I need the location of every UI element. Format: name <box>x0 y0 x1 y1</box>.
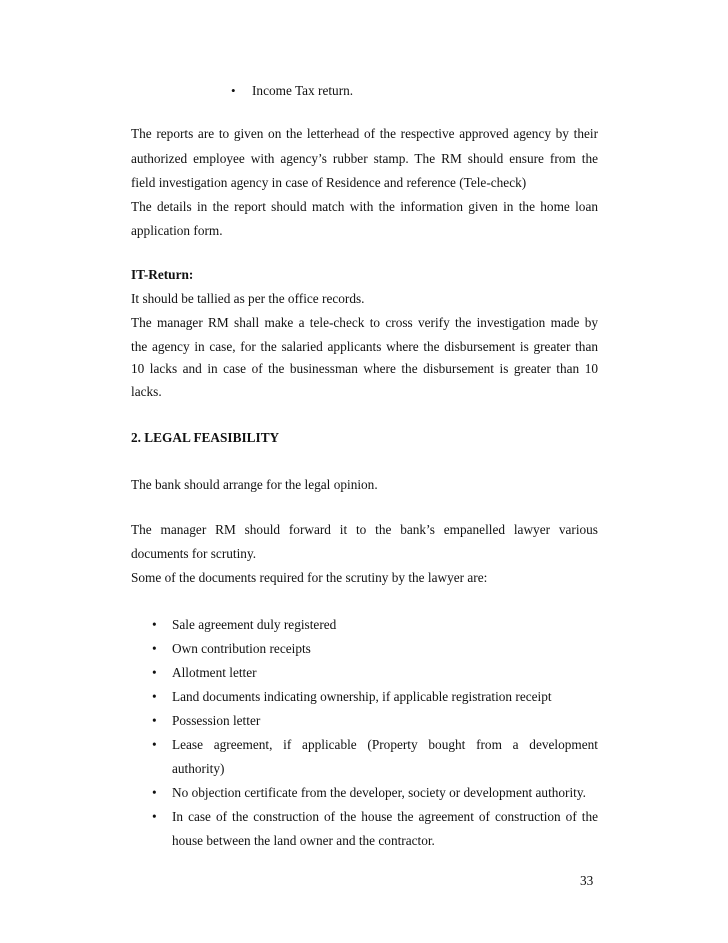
bullet-glyph: • <box>152 713 157 728</box>
para1-line2: authorized employee with agency’s rubber stamp. The RM should ensure from the <box>131 151 598 166</box>
income-tax-text: Income Tax return. <box>252 83 354 98</box>
bullet-glyph: • <box>152 665 157 680</box>
list-item-text: Own contribution receipts <box>172 641 311 656</box>
it-return-heading: IT-Return: <box>131 267 194 282</box>
list-item-text: Sale agreement duly registered <box>172 617 337 632</box>
bullet-glyph: • <box>152 617 157 632</box>
bullet-glyph: • <box>152 689 157 704</box>
list-item-text: Possession letter <box>172 713 261 728</box>
list-item-text: In case of the construction of the house the agreement of construction of the <box>172 809 598 824</box>
it-return-line5: lacks. <box>131 384 162 399</box>
bullet-glyph: • <box>152 785 157 800</box>
bullet-glyph: • <box>152 809 157 824</box>
page-number: 33 <box>580 873 594 888</box>
para1-line3: field investigation agency in case of Residence and reference (Tele-check) <box>131 175 527 190</box>
para2-line1: The details in the report should match with the information given in the home loan <box>131 199 598 214</box>
it-return-line1: It should be tallied as per the office records. <box>131 291 365 306</box>
it-return-line3: the agency in case, for the salaried applicants where the disbursement is greater than <box>131 339 598 354</box>
para2-line2: application form. <box>131 223 223 238</box>
bullet-glyph: • <box>231 83 236 98</box>
legal-line1: The bank should arrange for the legal opinion. <box>131 477 378 492</box>
legal-intro: Some of the documents required for the scrutiny by the lawyer are: <box>131 570 488 585</box>
list-item-text: Allotment letter <box>172 665 257 680</box>
bullet-glyph: • <box>152 641 157 656</box>
legal-heading: 2. LEGAL FEASIBILITY <box>131 430 280 445</box>
list-item-text: Land documents indicating ownership, if applicable registration receipt <box>172 689 552 704</box>
bullet-glyph: • <box>152 737 157 752</box>
list-item-text: Lease agreement, if applicable (Property bought from a development <box>172 737 598 752</box>
legal-para-line1: The manager RM should forward it to the bank’s empanelled lawyer various <box>131 522 598 537</box>
list-item-continuation: authority) <box>172 761 225 776</box>
legal-para-line2: documents for scrutiny. <box>131 546 257 561</box>
it-return-line4: 10 lacks and in case of the businessman where the disbursement is greater than 10 <box>131 361 598 376</box>
list-item-continuation: house between the land owner and the contractor. <box>172 833 435 848</box>
it-return-line2: The manager RM shall make a tele-check to cross verify the investigation made by <box>131 315 598 330</box>
para1-line1: The reports are to given on the letterhead of the respective approved agency by their <box>131 126 598 141</box>
list-item-text: No objection certificate from the developer, society or development authority. <box>172 785 586 800</box>
